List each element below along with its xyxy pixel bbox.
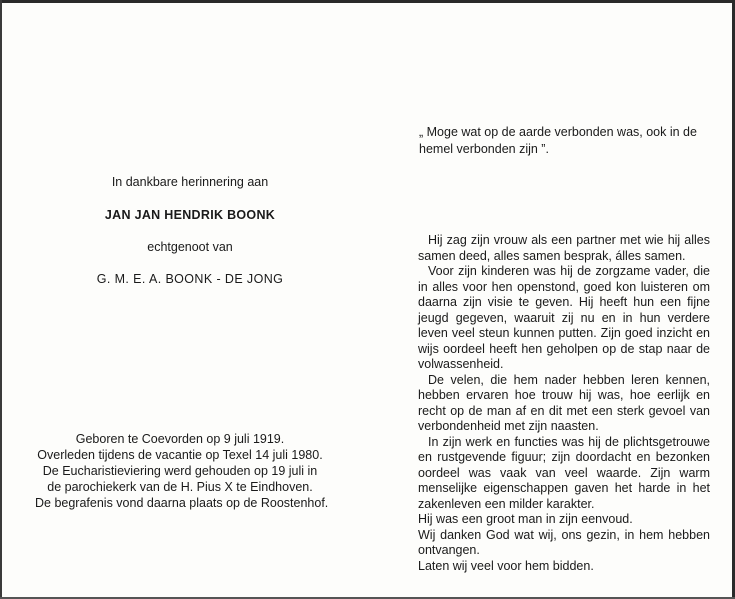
eulogy-text — [418, 233, 710, 574]
spouse-name: G. M. E. A. BOONK - DE JONG — [96, 272, 284, 286]
eulogy-paragraph: Wij danken God wat wij, ons gezin, in hem hebben ontvangen. — [418, 527, 710, 557]
fact-line: Geboren te Coevorden op 9 juli 1919. — [75, 432, 285, 446]
left-column — [40, 170, 340, 287]
life-facts — [35, 431, 329, 511]
eulogy-paragraph: Hij was een groot man in zijn eenvoud. — [418, 512, 633, 526]
bible-quote — [419, 124, 709, 158]
fact-line: Overleden tijdens de vacantie op Texel 14 juli 1980. — [37, 448, 323, 462]
eulogy-paragraph: Hij zag zijn vrouw als een partner met wie hij alles samen deed, alles samen besprak, álles samen. — [418, 233, 710, 263]
eulogy-paragraph: Laten wij veel voor hem bidden. — [418, 558, 594, 573]
eulogy-paragraph: In zijn werk en functies was hij de plichtsgetrouwe en rustgevende figuur; zijn doordacht en bezonken oordeel was vaak van veel waarde. Zijn warm menselijke eigenschappen gaven het harde in het zakenleven een milder karakter. — [418, 434, 710, 511]
scan-edge-top — [0, 0, 735, 3]
quote-line: hemel verbonden zijn ”. — [419, 142, 549, 156]
fact-line: De Eucharistieviering werd gehouden op 19 juli in — [42, 464, 318, 478]
eulogy-paragraph: Voor zijn kinderen was hij de zorgzame vader, die in alles voor hen openstond, goed kon luisteren om daarna zijn visie te geven. Hij heeft hun een fijne jeugd gegeven, waaruit zij nu en in hun verdere leven veel steun kunnen putten. Zijn goed inzicht en wijs oordeel heeft hen geholpen op de stap naar de volwassenheid. — [418, 264, 710, 371]
spouse-label: echtgenoot van — [147, 240, 233, 254]
intro-text: In dankbare herinnering aan — [111, 175, 269, 189]
fact-line: De begrafenis vond daarna plaats op de Roostenhof. — [35, 496, 329, 510]
quote-line: „ Moge wat op de aarde verbonden was, ook in de — [419, 125, 697, 139]
eulogy-paragraph: De velen, die hem nader hebben leren kennen, hebben ervaren hoe trouw hij was, hoe eerlijk en recht op de man af en dit met een sterk gevoel van verbondenheid met zijn naasten. — [418, 372, 710, 433]
deceased-name: JAN JAN HENDRIK BOONK — [104, 208, 276, 222]
fact-line: de parochiekerk van de H. Pius X te Eindhoven. — [47, 480, 313, 494]
scan-edge-left — [0, 0, 2, 599]
